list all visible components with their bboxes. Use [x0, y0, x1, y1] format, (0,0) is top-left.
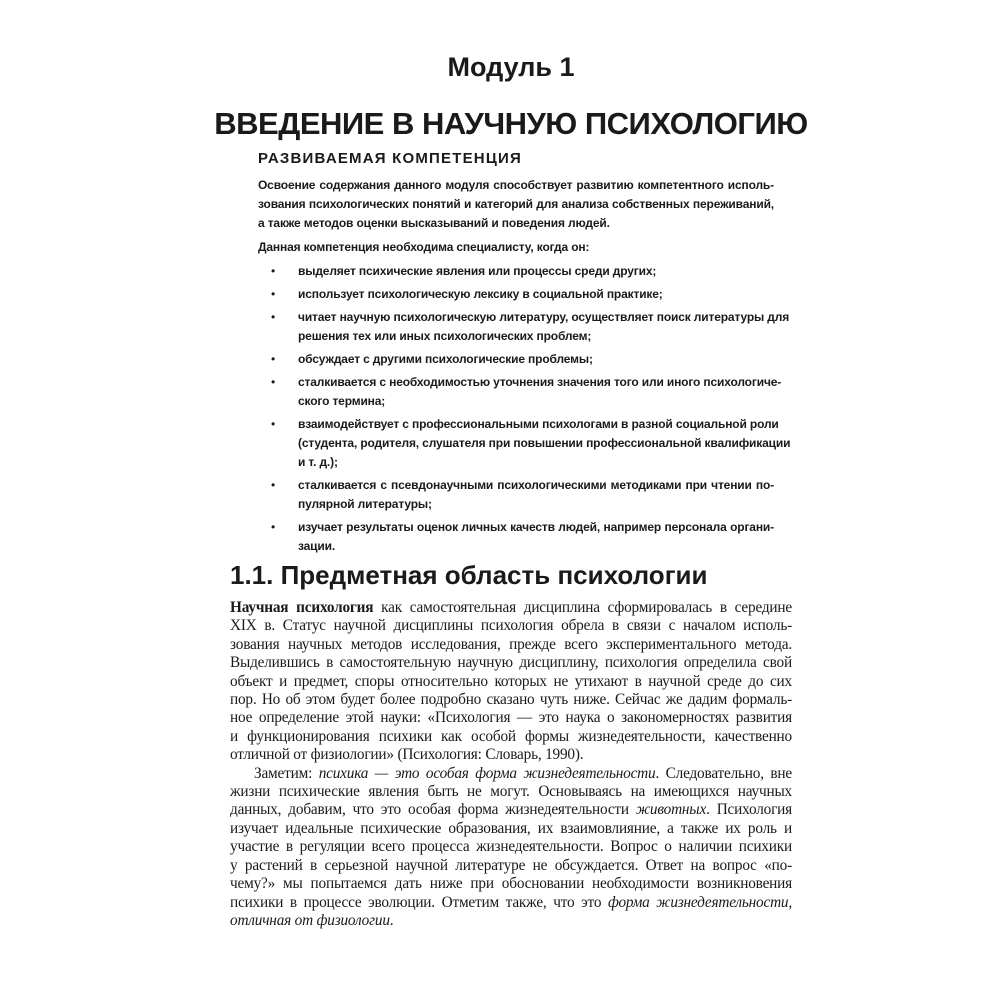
bullet-line: зации.: [298, 539, 336, 553]
italic-text: животных: [635, 801, 707, 819]
bullet-line: взаимодействует с профессиональными психологами в разной социальной роли: [298, 417, 779, 431]
intro-line: а также методов оценки высказываний и поведения людей.: [258, 216, 610, 230]
bullet-item: [258, 476, 774, 514]
body-line: изучает идеальные психические образования, их взаимовлияние, а также их роль и: [230, 819, 792, 837]
body-line: [230, 894, 792, 912]
body-text: данных, добавим, что это особая форма жизнедеятельности: [230, 801, 636, 819]
bullet-line: использует психологическую лексику в социальной практике;: [298, 287, 663, 301]
body-line: зования научных методов исследования, прежде всего экспериментального метода.: [230, 635, 792, 653]
body-line: [230, 599, 792, 617]
body-line: пор. Но об этом будет более подробно сказано чуть ниже. Сейчас же дадим формаль-: [230, 691, 792, 709]
italic-text: отличная от физиологии: [230, 911, 390, 929]
competency-heading: РАЗВИВАЕМАЯ КОМПЕТЕНЦИЯ: [258, 150, 522, 167]
bullet-icon: •: [271, 264, 276, 278]
body-line: отличной от физиологии» (Психология: Словарь, 1990).: [230, 746, 584, 764]
body-line: [230, 912, 792, 930]
bullet-icon: •: [271, 417, 276, 431]
body-line: участие в регуляции всего процесса жизнедеятельности. Вопрос о наличии психики: [230, 838, 792, 856]
bullet-item: [258, 350, 774, 369]
module-label: Модуль 1: [447, 52, 575, 82]
bullet-icon: •: [271, 310, 276, 324]
body-line: ное определение этой науки: «Психология — это наука о закономерностях развития: [230, 709, 792, 727]
body-text: психики в процессе эволюции. Отметим также, что это: [230, 893, 608, 911]
body-line: XIX в. Статус научной дисциплины психология обрела в связи с началом исполь-: [230, 617, 792, 635]
bullet-line: читает научную психологическую литературу, осуществляет поиск литературы для: [298, 310, 790, 324]
bullet-item: [258, 518, 774, 556]
bullet-line: пулярной литературы;: [298, 497, 432, 511]
section-heading: 1.1. Предметная область психологии: [230, 560, 708, 590]
bullet-line: сталкивается с необходимостью уточнения значения того или иного психологиче-: [298, 375, 782, 389]
bullet-icon: •: [271, 375, 276, 389]
bullet-icon: •: [271, 287, 276, 301]
paragraph-2: [230, 765, 792, 931]
intro-line: зования психологических понятий и категорий для анализа собственных переживаний,: [258, 197, 774, 211]
body-line: и функционирования психики как особой формы жизнедеятельности, качественно: [230, 727, 792, 745]
body-line: [230, 801, 792, 819]
body-line: чему?» мы попытаемся дать ниже при обосновании необходимости возникновения: [230, 875, 792, 893]
bold-term: Научная психология: [230, 599, 374, 616]
intro-line: Освоение содержания данного модуля способствует развитию компетентного исполь-: [258, 178, 774, 192]
body-line: жизни психические явления быть не могут. Основываясь на имеющихся научных: [230, 783, 792, 801]
body-text: . Психология: [706, 801, 793, 819]
body-text: . Следовательно, вне: [655, 764, 793, 782]
italic-text: психика — это особая форма жизнедеятельности: [318, 764, 656, 782]
body-line: у растений в серьезной научной литературе не обсуждается. Ответ на вопрос «по-: [230, 856, 792, 874]
body-line: Выделившись в самостоятельную научную дисциплину, психология определила свой: [230, 654, 792, 672]
bullet-icon: •: [271, 352, 276, 366]
paragraph-1: [230, 599, 792, 765]
bullet-item: [258, 308, 790, 346]
bullet-line: ского термина;: [298, 394, 386, 408]
bullet-line: изучает результаты оценок личных качеств людей, например персонала органи-: [298, 520, 774, 534]
chapter-title: ВВЕДЕНИЕ В НАУЧНУЮ ПСИХОЛОГИЮ: [214, 106, 808, 141]
body-line: [230, 765, 792, 783]
body-text: .: [389, 911, 394, 929]
bullet-icon: •: [271, 478, 276, 492]
bullet-line: сталкивается с псевдонаучными психологическими методиками при чтении по-: [298, 478, 774, 492]
competency-lead: Данная компетенция необходима специалисту, когда он:: [258, 240, 590, 254]
bullet-line: обсуждает с другими психологические проблемы;: [298, 352, 593, 366]
section-body: [230, 599, 792, 930]
body-text: как самостоятельная дисциплина сформировалась в середине: [373, 599, 792, 616]
bullet-line: (студента, родителя, слушателя при повышении профессиональной квалификации: [298, 436, 791, 450]
body-text: Заметим:: [254, 764, 319, 782]
bullet-item: [258, 262, 774, 281]
bullet-line: выделяет психические явления или процессы среди других;: [298, 264, 657, 278]
bullet-icon: •: [271, 520, 276, 534]
bullet-line: решения тех или иных психологических проблем;: [298, 329, 592, 343]
bullet-line: и т. д.);: [298, 455, 338, 469]
bullet-item: [258, 373, 782, 411]
italic-text: форма жизнедеятельности,: [607, 893, 792, 911]
competency-intro: [258, 176, 774, 233]
competency-box: [258, 150, 791, 560]
body-line: объект и предмет, споры относительно которых не утихают в научной среде до сих: [230, 672, 792, 690]
competency-bullet-list: [258, 262, 791, 556]
bullet-item: [258, 285, 774, 304]
bullet-item: [258, 415, 791, 472]
